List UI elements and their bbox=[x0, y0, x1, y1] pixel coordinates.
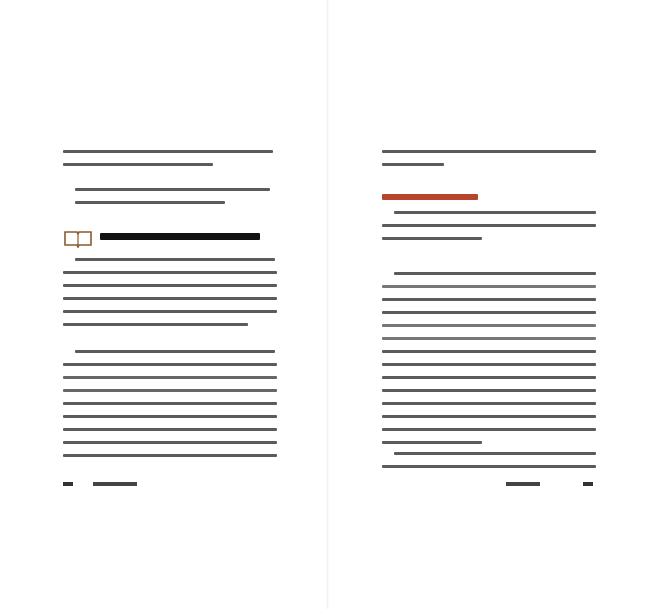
text-line bbox=[382, 337, 596, 340]
text-line bbox=[63, 310, 277, 313]
text-line bbox=[382, 465, 596, 468]
left-page bbox=[0, 0, 327, 609]
text-line bbox=[75, 350, 275, 353]
text-line bbox=[382, 376, 596, 379]
text-line bbox=[382, 163, 444, 166]
text-line bbox=[394, 452, 596, 455]
text-line bbox=[382, 402, 596, 405]
text-line bbox=[382, 428, 596, 431]
text-line bbox=[63, 150, 273, 153]
text-line bbox=[63, 297, 277, 300]
text-line bbox=[382, 324, 596, 327]
text-line bbox=[63, 271, 277, 274]
text-line bbox=[63, 441, 277, 444]
text-line bbox=[382, 224, 596, 227]
text-line bbox=[382, 237, 482, 240]
running-footer-right bbox=[506, 482, 540, 486]
text-line bbox=[382, 363, 596, 366]
right-paragraph-2 bbox=[382, 211, 596, 240]
text-line bbox=[382, 285, 596, 288]
right-page bbox=[328, 0, 655, 609]
text-line bbox=[63, 402, 277, 405]
left-paragraph-3 bbox=[63, 258, 277, 326]
text-line bbox=[382, 298, 596, 301]
text-line bbox=[63, 389, 277, 392]
text-line bbox=[394, 211, 596, 214]
text-line bbox=[63, 363, 277, 366]
text-line bbox=[75, 188, 270, 191]
text-line bbox=[382, 350, 596, 353]
running-footer-left bbox=[93, 482, 137, 486]
left-paragraph-2 bbox=[75, 188, 275, 204]
right-paragraph-top bbox=[382, 150, 596, 166]
text-line bbox=[63, 284, 277, 287]
text-line bbox=[382, 441, 482, 444]
text-line bbox=[382, 311, 596, 314]
text-line bbox=[63, 415, 277, 418]
open-book-icon bbox=[63, 228, 93, 248]
left-paragraph-top bbox=[63, 150, 273, 166]
text-line bbox=[63, 428, 277, 431]
left-paragraph-4 bbox=[63, 350, 277, 457]
text-line bbox=[75, 258, 275, 261]
right-paragraph-3 bbox=[382, 272, 596, 444]
section-heading-right bbox=[382, 194, 478, 200]
text-line bbox=[75, 201, 225, 204]
text-line bbox=[63, 454, 277, 457]
page-number-left bbox=[63, 482, 73, 486]
text-line bbox=[382, 150, 596, 153]
text-line bbox=[382, 389, 596, 392]
page-number-right bbox=[583, 482, 593, 486]
section-heading-left bbox=[100, 233, 260, 240]
text-line bbox=[382, 415, 596, 418]
heading-bar bbox=[382, 194, 478, 200]
text-line bbox=[394, 272, 596, 275]
right-paragraph-4 bbox=[382, 452, 596, 468]
text-line bbox=[63, 163, 213, 166]
text-line bbox=[63, 376, 277, 379]
text-line bbox=[63, 323, 248, 326]
